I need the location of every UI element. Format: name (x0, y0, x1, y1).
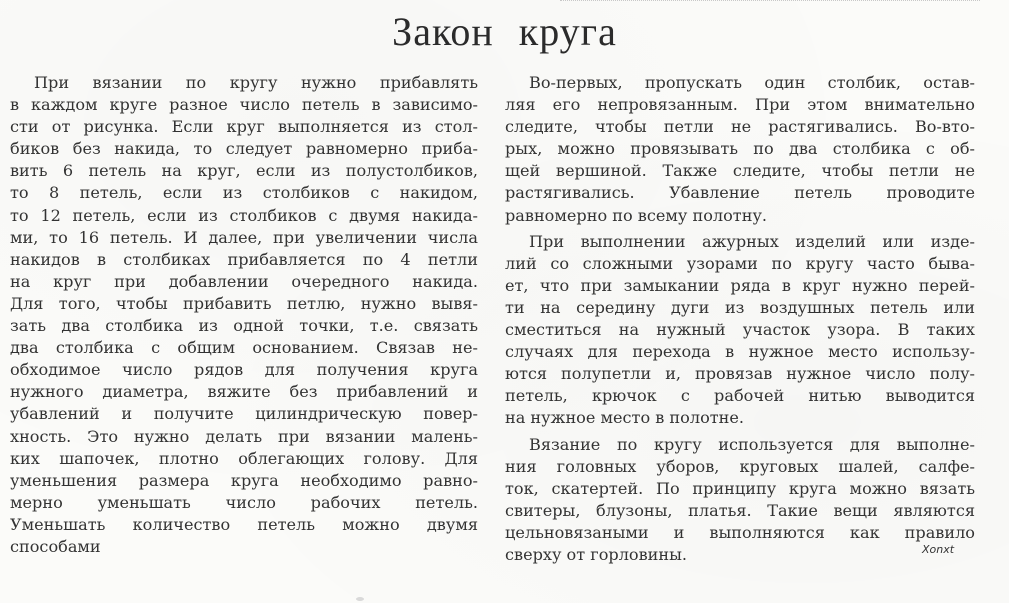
text-line: следите, чтобы петли не растягивались. Во-вто- (505, 117, 975, 137)
signature-watermark: Xonxt (922, 543, 955, 556)
text-line: ток, скатертей. По принципу круга можно вязать (505, 478, 975, 498)
text-line: равномерно по всему полотну. (505, 205, 768, 225)
text-line: биков без накида, то следует равномерно приба- (10, 139, 478, 159)
text-line: мерно уменьшать число рабочих петель. (10, 492, 478, 512)
text-line: убавлений и получите цилиндрическую повер- (10, 404, 478, 424)
text-line: При вязании по кругу нужно прибавлять (34, 73, 478, 92)
text-line: ти на середину дуги из воздушных петель или (505, 297, 975, 317)
text-line: ет, что при замыкании ряда в круг нужно перей- (505, 275, 975, 295)
text-line: щей вершиной. Также следите, чтобы петли не (505, 161, 975, 181)
text-line: то 12 петель, если из столбиков с двумя накида- (10, 205, 478, 225)
text-line: цельновязаными и выполняются как правило (505, 522, 975, 542)
page-title: Закон круга (392, 9, 617, 54)
text-line: ния головных уборов, круговых шалей, салфе- (505, 456, 975, 476)
text-line: Для того, чтобы прибавить петлю, нужно вывя- (10, 293, 478, 313)
right-paragraph-3 (505, 434, 975, 567)
text-line: петель, крючок с рабочей нитью выводится (505, 386, 975, 406)
text-line: обходимое число рядов для получения круга (10, 360, 478, 380)
text-line: ются полупетли и, провязав нужное число полу- (505, 364, 975, 384)
scan-speck (356, 597, 364, 601)
text-line: нужного диаметра, вяжите без прибавлений и (10, 382, 478, 402)
text-line: на нужное место в полотне. (505, 408, 745, 428)
text-line: хность. Это нужно делать при вязании малень- (10, 426, 478, 446)
text-line: свитеры, блузоны, платья. Такие вещи являются (505, 500, 975, 520)
right-paragraph-2 (505, 231, 975, 430)
text-line: то 8 петель, если из столбиков с накидом, (10, 183, 478, 203)
text-line: вить 6 петель на круг, если из полустолбиков, (10, 161, 478, 181)
text-line: случаях для перехода в нужное место использу- (505, 342, 975, 362)
text-line: сти от рисунка. Если круг выполняется из стол- (10, 117, 478, 137)
text-line: Вязание по кругу используется для выполне- (529, 434, 975, 454)
text-line: накидов в столбиках прибавляется по 4 петли (10, 249, 478, 269)
text-line: способами (10, 536, 101, 556)
text-line: При выполнении ажурных изделий или изде- (529, 231, 975, 251)
text-line: Во-первых, пропускать один столбик, остав- (529, 73, 975, 92)
text-line: растягивались. Убавление петель проводите (505, 183, 975, 203)
scan-edge-mark (560, 0, 980, 5)
text-line: на круг при добавлении очередного накида. (10, 271, 478, 291)
left-paragraph (10, 72, 478, 558)
text-line: сместиться на нужный участок узора. В таких (505, 320, 975, 340)
text-line: ми, то 16 петель. И далее, при увеличении числа (10, 227, 478, 247)
text-line: уменьшения размера круга необходимо равно- (10, 470, 478, 490)
text-line: сверху от горловины. (505, 544, 688, 564)
text-line: в каждом круге разное число петель в зависимо- (10, 95, 478, 115)
text-line: рых, можно провязывать по два столбика с об- (505, 139, 975, 159)
text-line: два столбика с общим основанием. Связав не- (10, 338, 478, 358)
text-line: зать два столбика из одной точки, т.е. связать (10, 316, 478, 336)
right-column (505, 72, 975, 566)
text-line: ких шапочек, плотно облегающих голову. Для (10, 448, 478, 468)
text-line: лий со сложными узорами по кругу часто быва- (505, 253, 975, 273)
text-line: ляя его непровязанным. При этом внимательно (505, 95, 975, 115)
text-line: Уменьшать количество петель можно двумя (10, 514, 478, 534)
left-column (10, 72, 478, 558)
right-paragraph-1 (505, 72, 975, 227)
